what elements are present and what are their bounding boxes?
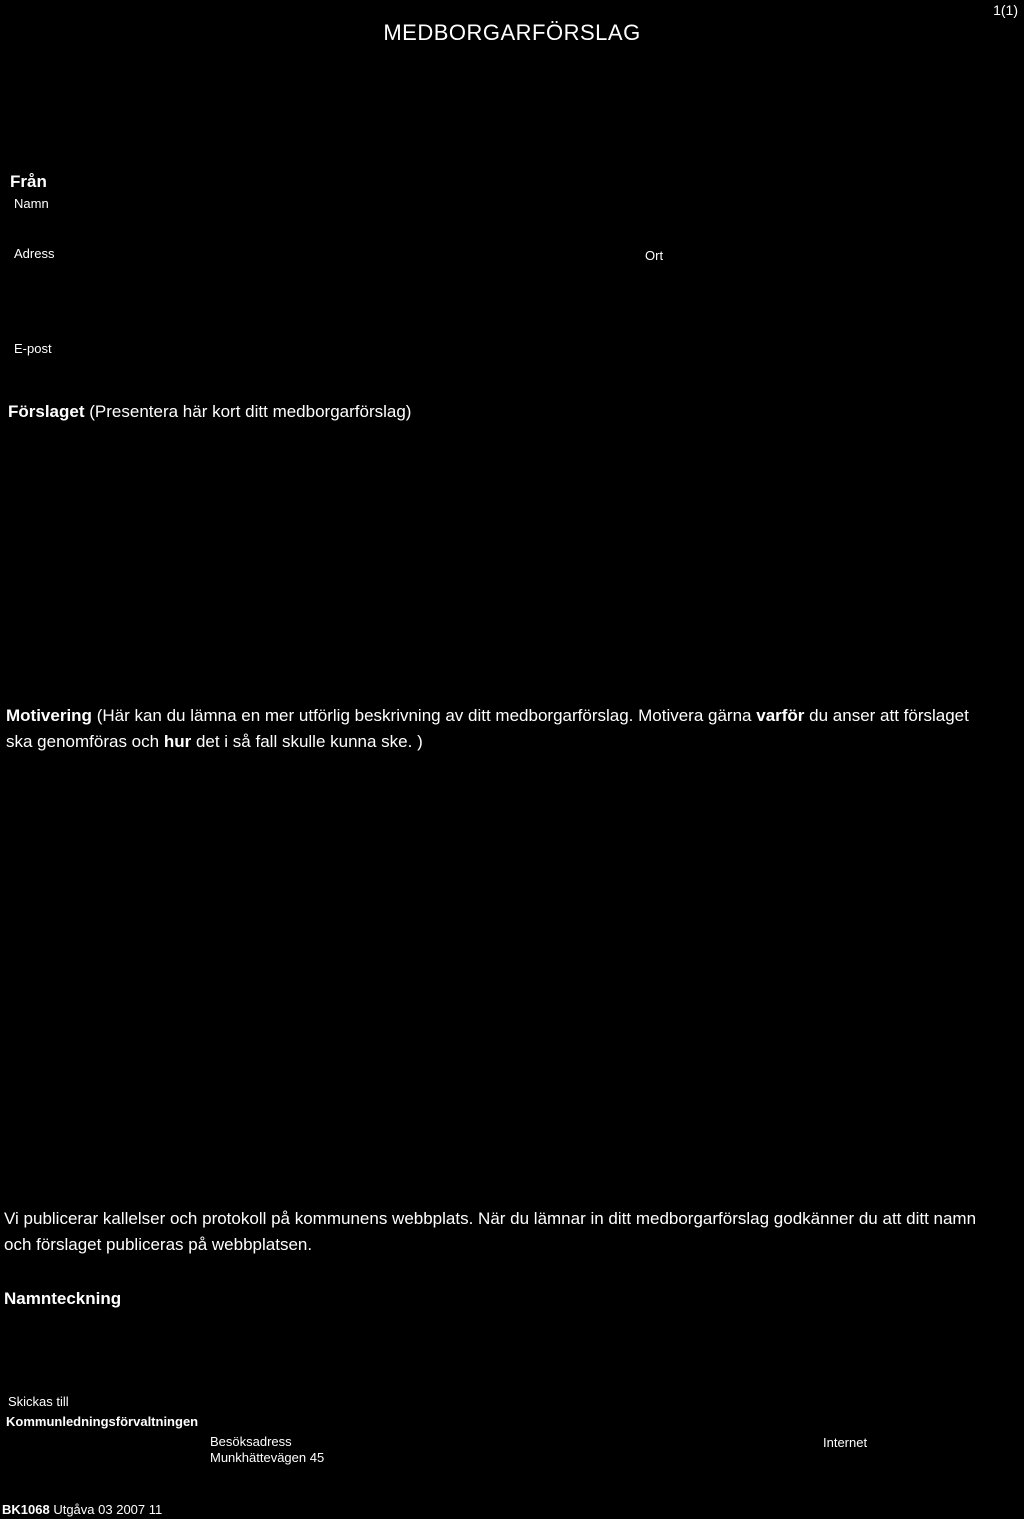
email-label: E-post bbox=[14, 341, 52, 356]
form-title: MEDBORGARFÖRSLAG bbox=[383, 20, 641, 45]
motivation-bold-how: hur bbox=[163, 732, 192, 751]
visit-address-label: Besöksadress bbox=[210, 1434, 292, 1449]
visit-address: Munkhättevägen 45 bbox=[210, 1450, 325, 1465]
city-label: Ort bbox=[645, 248, 664, 263]
form-edition: Utgåva 03 bbox=[53, 1502, 113, 1517]
motivation-text-2: du anser att förslaget ska genomföras och bbox=[6, 706, 969, 751]
address-label: Adress bbox=[14, 246, 55, 261]
form-code: BK1068 bbox=[2, 1502, 50, 1517]
signature-heading: Namnteckning bbox=[4, 1289, 122, 1308]
form-date-code: 2007 11 bbox=[116, 1502, 163, 1517]
from-heading: Från bbox=[10, 172, 47, 191]
name-label: Namn bbox=[14, 196, 49, 211]
proposal-heading: Förslaget bbox=[8, 402, 85, 421]
proposal-instruction: (Presentera här kort ditt medborgarförslag) bbox=[89, 402, 412, 421]
motivation-heading: Motivering bbox=[6, 706, 92, 725]
motivation-text-1: (Här kan du lämna en mer utförlig beskrivning av ditt medborgarförslag. Motivera gärna bbox=[96, 706, 752, 725]
proposal-heading-line bbox=[8, 402, 411, 422]
internet-label: Internet bbox=[823, 1435, 868, 1450]
form-code-line bbox=[2, 1502, 162, 1517]
send-to-label: Skickas till bbox=[8, 1394, 69, 1409]
motivation-paragraph bbox=[6, 703, 976, 755]
publication-notice: Vi publicerar kallelser och protokoll på kommunens webbplats. När du lämnar in ditt medborgarförslag godkänner du att ditt namn och förslaget publiceras på webbplatsen. bbox=[4, 1209, 977, 1254]
motivation-text-3: det i så fall skulle kunna ske. ) bbox=[195, 732, 423, 751]
motivation-bold-why: varför bbox=[756, 706, 805, 725]
page-number: 1(1) bbox=[993, 2, 1018, 18]
department-name: Kommunledningsförvaltningen bbox=[6, 1414, 199, 1429]
